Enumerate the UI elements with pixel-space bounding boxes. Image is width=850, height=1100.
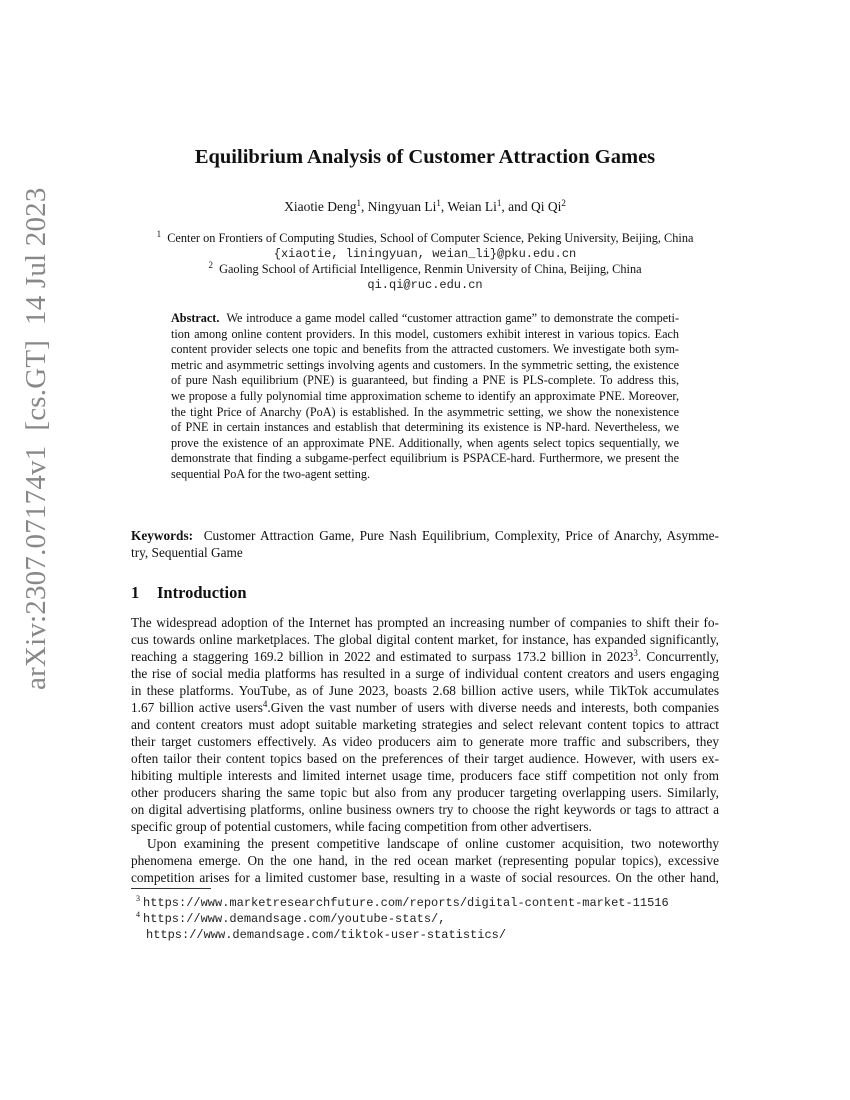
footnote-link[interactable]: https://www.demandsage.com/tiktok-user-statistics/: [146, 928, 507, 942]
affiliation-text: Gaoling School of Artificial Intelligence, Renmin University of China, Beijing, China: [219, 262, 642, 276]
footnote-number: 3: [136, 894, 140, 903]
body-line: the rise of social media platforms has resulted in a surge of individual content creators and users engaging: [131, 666, 719, 681]
affiliation-number: 2: [208, 260, 213, 270]
affiliation-mark: 2: [561, 198, 566, 208]
author-name: Weian Li: [447, 199, 497, 214]
abstract-line: demonstrate that finding a subgame-perfect equilibrium is PSPACE-hard. Furthermore, we present the: [171, 451, 679, 466]
body-text: .Given the vast number of users with diverse needs and interests, both companies: [267, 700, 719, 715]
abstract-line: the tight Price of Anarchy (PoA) is established. In the asymmetric setting, we show the nonexistence: [171, 404, 679, 419]
footnote-link[interactable]: https://www.demandsage.com/youtube-stats/,: [143, 912, 446, 926]
separator: ,: [440, 199, 448, 214]
abstract-line: we propose a fully polynomial time approximation scheme to identify an approximate PNE. Moreover,: [171, 388, 679, 403]
affiliation-mark: 1: [496, 198, 502, 208]
body-line: The widespread adoption of the Internet has prompted an increasing number of companies to shift their fo-: [131, 615, 719, 630]
arxiv-stamp: arXiv:2307.07174v1 [cs.GT] 14 Jul 2023: [20, 187, 52, 690]
author-name: Xiaotie Deng: [284, 199, 357, 214]
affiliation-1-email: {xiaotie, liningyuan, weian_li}@pku.edu.cn: [273, 247, 577, 261]
keywords: [131, 528, 719, 561]
section-heading: [131, 583, 247, 603]
footnote-ref[interactable]: 3: [633, 648, 638, 658]
section-number: 1: [131, 583, 140, 602]
affiliation-2-email: qi.qi@ruc.edu.cn: [367, 278, 483, 292]
separator: ,: [360, 199, 368, 214]
affiliation-1: [0, 231, 850, 246]
keywords-text: Customer Attraction Game, Pure Nash Equilibrium, Complexity, Price of Anarchy, Asymme-: [203, 528, 719, 543]
keywords-label: Keywords:: [131, 528, 194, 543]
paper-title: Equilibrium Analysis of Customer Attraction Games: [194, 146, 656, 168]
footnote-4: [136, 911, 445, 926]
body-line: Upon examining the present competitive landscape of online customer acquisition, two noteworthy: [147, 836, 719, 851]
footnote-link[interactable]: https://www.marketresearchfuture.com/reports/digital-content-market-11516: [143, 896, 669, 910]
body-line: phenomena emerge. On the one hand, in the red ocean market (representing popular topics), excessive: [131, 853, 719, 868]
abstract-text: We introduce a game model called “customer attraction game” to demonstrate the competi-: [226, 311, 679, 325]
abstract-line: content provider selects one topic and benefits from the attracted customers. We investigate both sym-: [171, 342, 679, 357]
keywords-line: [131, 528, 719, 545]
affiliation-number: 1: [156, 229, 162, 239]
footnote-3: [136, 895, 669, 910]
body-line: and content creators must adopt suitable marketing strategies and select relevant content topics to attract: [131, 717, 719, 732]
abstract: [171, 311, 679, 483]
body-line: specific group of potential customers, while facing competition from other advertisers.: [131, 819, 592, 834]
body-line: on digital advertising platforms, online business owners try to choose the right keywords or tags to attract a: [131, 802, 719, 817]
body-text: 1.67 billion active users: [131, 700, 263, 715]
affiliation-2: [0, 262, 850, 277]
abstract-line: sequential PoA for the two-agent setting.: [171, 466, 371, 481]
body-line: [131, 699, 719, 716]
author-name: Ningyuan Li: [367, 199, 437, 214]
abstract-line: prove the existence of an approximate PNE. Additionally, when agents select topics sequentially, we: [171, 435, 679, 450]
abstract-label: Abstract.: [171, 311, 220, 325]
body-line: cus towards online marketplaces. The global digital content market, for instance, has expanded significantly,: [131, 632, 719, 647]
abstract-line: of PNE in certain instances and establish that determining its existence is NP-hard. Nevertheless, we: [171, 420, 679, 435]
body-line: competition arises for a limited customer base, resulting in a waste of social resources. On the other hand,: [131, 870, 719, 885]
footnote-4-cont: [146, 927, 506, 942]
body-line: often tailor their content topics based on the preferences of their target audience. However, with users ex-: [131, 751, 719, 766]
body-line: their target customers effectively. As video producers aim to generate more traffic and subscribers, they: [131, 734, 719, 749]
body-line: in these platforms. YouTube, as of June 2023, boasts 2.68 billion active users, while TikTok accumulates: [131, 683, 719, 698]
abstract-line: of pure Nash equilibrium (PNE) is guaranteed, but finding a PNE is PLS-complete. To address this,: [171, 373, 679, 388]
body-line: other producers sharing the same topic but also from any producer targeting overlapping users. Similarly,: [131, 785, 719, 800]
footnote-rule: [131, 888, 211, 889]
keywords-line: try, Sequential Game: [131, 544, 243, 560]
body-text: . Concurrently,: [637, 649, 719, 664]
section-title: Introduction: [157, 583, 247, 602]
affiliation-text: Center on Frontiers of Computing Studies, School of Computer Science, Peking University, Beijing, China: [167, 231, 694, 245]
separator: , and: [501, 199, 532, 214]
body-line: hibiting multiple interests and limited internet usage time, producers face stiff competition not only from: [131, 768, 719, 783]
author-list: [0, 199, 850, 215]
abstract-line: [171, 311, 679, 327]
footnote-ref[interactable]: 4: [262, 699, 268, 709]
affiliation-mark: 1: [436, 198, 441, 208]
intro-body: [131, 614, 719, 886]
body-line: [131, 648, 719, 665]
body-text: reaching a staggering 169.2 billion in 2022 and estimated to surpass 173.2 billion in 2023: [131, 649, 634, 664]
author-name: Qi Qi: [531, 199, 562, 214]
footnote-number: 4: [136, 910, 140, 919]
affiliation-mark: 1: [356, 198, 361, 208]
abstract-line: tion among online content providers. In this model, customers exhibit interest in various topics. Each: [171, 326, 679, 341]
abstract-line: metric and asymmetric settings involving agents and customers. In the symmetric setting, the existence: [171, 357, 679, 372]
